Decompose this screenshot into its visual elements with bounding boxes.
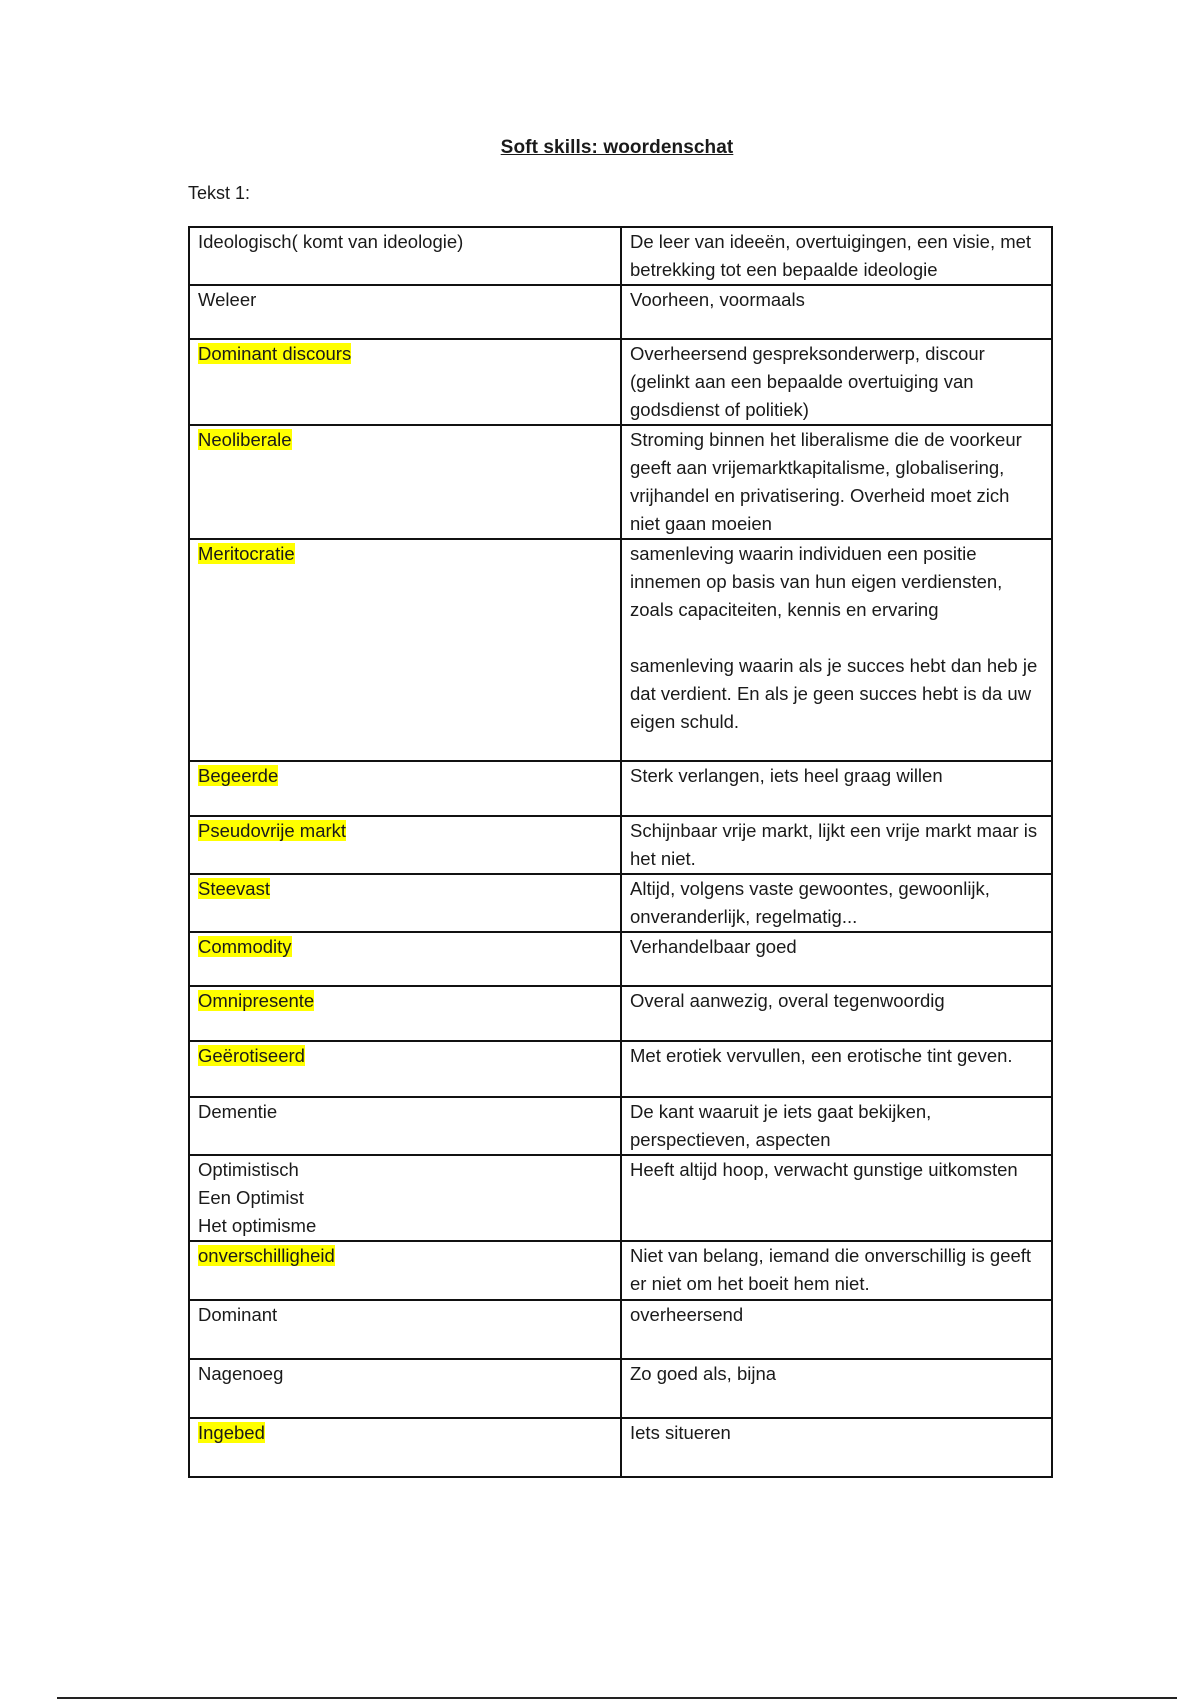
table-row [189, 1241, 1052, 1300]
term-cell [189, 874, 621, 932]
table-row [189, 1359, 1052, 1418]
table-row [189, 1041, 1052, 1097]
definition-text: Zo goed als, bijna [630, 1363, 777, 1384]
term-text: Dementie [198, 1101, 278, 1122]
table-row [189, 816, 1052, 874]
definition-text: samenleving waarin individuen een positie innemen op basis van hun eigen verdiensten, zoals capaciteiten, kennis en ervaring samenleving waarin als je succes hebt dan heb je dat verdient. En als je geen succes hebt is da uw eigen schuld. [630, 543, 1038, 732]
section-label: Tekst 1: [188, 183, 251, 203]
term-cell [189, 1418, 621, 1477]
definition-cell [621, 816, 1052, 874]
definition-cell [621, 761, 1052, 816]
term-text: Ideologisch( komt van ideologie) [198, 231, 464, 252]
table-row [189, 1300, 1052, 1359]
table-row [189, 1418, 1052, 1477]
definition-text: De kant waaruit je iets gaat bekijken, perspectieven, aspecten [630, 1101, 932, 1150]
definition-text: Verhandelbaar goed [630, 936, 797, 957]
footer-divider [57, 1697, 1177, 1699]
definition-text: Sterk verlangen, iets heel graag willen [630, 765, 943, 786]
term-cell [189, 761, 621, 816]
table-row [189, 425, 1052, 539]
definition-text: Overal aanwezig, overal tegenwoordig [630, 990, 945, 1011]
definition-text: Met erotiek vervullen, een erotische tint geven. [630, 1045, 1013, 1066]
table-row [189, 932, 1052, 986]
definition-cell [621, 539, 1052, 761]
term-text: onverschilligheid [198, 1245, 335, 1266]
table-row [189, 539, 1052, 761]
definition-cell [621, 285, 1052, 339]
definition-cell [621, 1300, 1052, 1359]
definition-cell [621, 1418, 1052, 1477]
term-cell [189, 1041, 621, 1097]
term-cell [189, 1097, 621, 1155]
definition-cell [621, 874, 1052, 932]
term-cell [189, 1155, 621, 1241]
table-row [189, 874, 1052, 932]
term-text: Geërotiseerd [198, 1045, 305, 1066]
term-text: Weleer [198, 289, 257, 310]
definition-cell [621, 1241, 1052, 1300]
term-cell [189, 1300, 621, 1359]
term-text: Commodity [198, 936, 292, 957]
definition-text: Schijnbaar vrije markt, lijkt een vrije markt maar is het niet. [630, 820, 1038, 869]
definition-text: Heeft altijd hoop, verwacht gunstige uitkomsten [630, 1159, 1018, 1180]
term-text: Dominant discours [198, 343, 352, 364]
table-row [189, 285, 1052, 339]
definition-cell [621, 1155, 1052, 1241]
definition-text: Overheersend gespreksonderwerp, discour (gelinkt aan een bepaalde overtuiging van godsdienst of politiek) [630, 343, 985, 420]
definition-cell [621, 932, 1052, 986]
term-cell [189, 539, 621, 761]
definition-cell [621, 986, 1052, 1041]
term-text: Neoliberale [198, 429, 292, 450]
vocabulary-table [188, 226, 1053, 1478]
term-text: Omnipresente [198, 990, 315, 1011]
term-cell [189, 932, 621, 986]
term-cell [189, 986, 621, 1041]
definition-cell [621, 339, 1052, 425]
term-cell [189, 339, 621, 425]
definition-text: Altijd, volgens vaste gewoontes, gewoonlijk, onveranderlijk, regelmatig... [630, 878, 990, 927]
term-cell [189, 425, 621, 539]
table-row [189, 339, 1052, 425]
definition-cell [621, 227, 1052, 285]
definition-cell [621, 1041, 1052, 1097]
term-text: Ingebed [198, 1422, 265, 1443]
term-text: Nagenoeg [198, 1363, 284, 1384]
table-row [189, 227, 1052, 285]
definition-text: De leer van ideeën, overtuigingen, een visie, met betrekking tot een bepaalde ideologie [630, 231, 1032, 280]
term-text: Steevast [198, 878, 270, 899]
definition-cell [621, 1097, 1052, 1155]
term-text: Optimistisch Een Optimist Het optimisme [198, 1159, 317, 1236]
definition-text: overheersend [630, 1304, 744, 1325]
term-text: Begeerde [198, 765, 279, 786]
table-row [189, 986, 1052, 1041]
definition-cell [621, 425, 1052, 539]
term-cell [189, 816, 621, 874]
term-text: Meritocratie [198, 543, 295, 564]
term-cell [189, 1241, 621, 1300]
definition-text: Stroming binnen het liberalisme die de voorkeur geeft aan vrijemarktkapitalisme, globalisering, vrijhandel en privatisering. Overheid moet zich niet gaan moeien [630, 429, 1022, 534]
term-cell [189, 1359, 621, 1418]
term-text: Pseudovrije markt [198, 820, 347, 841]
definition-text: Iets situeren [630, 1422, 731, 1443]
definition-text: Voorheen, voormaals [630, 289, 805, 310]
table-row [189, 1155, 1052, 1241]
definition-text: Niet van belang, iemand die onverschillig is geeft er niet om het boeit hem niet. [630, 1245, 1032, 1294]
table-row [189, 1097, 1052, 1155]
term-cell [189, 285, 621, 339]
definition-cell [621, 1359, 1052, 1418]
term-text: Dominant [198, 1304, 278, 1325]
term-cell [189, 227, 621, 285]
table-row [189, 761, 1052, 816]
page-title: Soft skills: woordenschat [500, 137, 734, 158]
